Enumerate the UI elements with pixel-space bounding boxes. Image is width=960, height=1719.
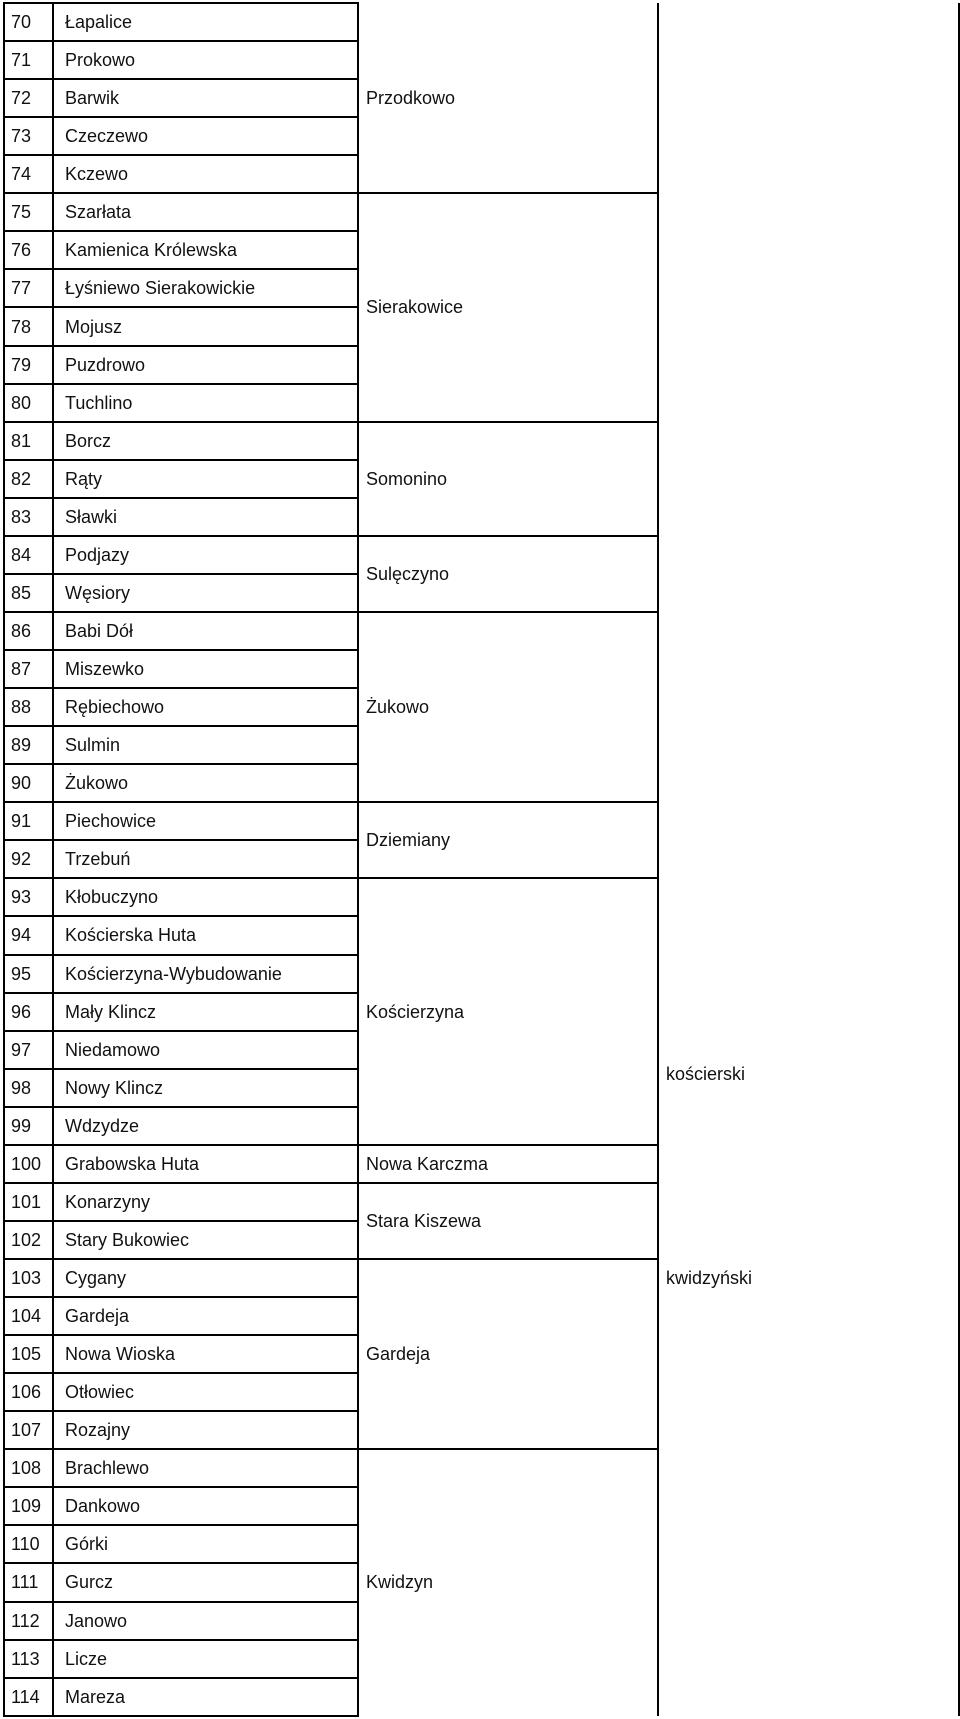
gmina-name: Kościerzyna <box>366 1001 465 1022</box>
row-border <box>357 192 657 194</box>
row-number: 103 <box>11 1268 42 1288</box>
village-name: Miszewko <box>65 659 145 680</box>
row-number: 94 <box>11 925 32 946</box>
row-border <box>3 535 359 537</box>
village-name: Mareza <box>65 1686 126 1707</box>
village-name: Licze <box>65 1648 108 1669</box>
row-border <box>3 497 359 499</box>
village-name: Nowa Wioska <box>65 1344 176 1365</box>
row-number: 100 <box>11 1153 42 1174</box>
village-name: Sulmin <box>65 735 121 756</box>
row-number: 110 <box>11 1534 40 1555</box>
powiat-name: kwidzyński <box>666 1268 753 1288</box>
powiat-name: kościerski <box>666 1063 746 1084</box>
village-name: Mojusz <box>65 316 123 337</box>
row-number: 73 <box>11 126 32 147</box>
village-name: Otłowiec <box>65 1382 135 1403</box>
row-border <box>3 1639 359 1641</box>
row-border <box>3 383 359 385</box>
row-number: 99 <box>11 1115 32 1136</box>
row-border <box>3 954 359 956</box>
row-border <box>3 763 359 765</box>
village-name: Babi Dół <box>65 620 134 641</box>
row-border <box>3 877 359 879</box>
row-border <box>3 1106 359 1108</box>
row-border <box>3 1410 359 1412</box>
row-number: 72 <box>11 88 32 109</box>
column-border <box>52 3 54 1716</box>
village-name: Sławki <box>65 506 118 527</box>
gmina-name: Somonino <box>366 468 448 489</box>
row-number: 81 <box>11 430 32 451</box>
row-border <box>357 1144 657 1146</box>
row-number: 90 <box>11 773 32 794</box>
row-number: 96 <box>11 1001 32 1022</box>
row-border <box>3 40 359 42</box>
row-border <box>3 1524 359 1526</box>
row-border <box>3 1715 359 1717</box>
row-number: 79 <box>11 354 32 375</box>
row-border <box>357 877 657 879</box>
row-number: 102 <box>11 1229 42 1250</box>
row-number: 104 <box>11 1306 42 1327</box>
row-border <box>3 1220 359 1222</box>
row-number: 107 <box>11 1420 42 1441</box>
gmina-name: Przodkowo <box>366 88 456 109</box>
village-name: Kłobuczyno <box>65 887 159 908</box>
row-border <box>3 421 359 423</box>
row-border <box>3 687 359 689</box>
row-number: 98 <box>11 1077 32 1098</box>
village-name: Kościerzyna-Wybudowanie <box>65 963 282 984</box>
village-name: Górki <box>65 1534 109 1555</box>
row-number: 105 <box>11 1344 42 1365</box>
row-border <box>3 116 359 118</box>
row-number: 77 <box>11 278 32 299</box>
village-name: Borcz <box>65 430 112 451</box>
row-number: 70 <box>11 12 32 33</box>
row-border <box>3 725 359 727</box>
row-border <box>3 801 359 803</box>
row-number: 85 <box>11 582 32 603</box>
row-border <box>3 459 359 461</box>
village-name: Żukowo <box>65 773 129 794</box>
row-border <box>3 230 359 232</box>
row-number: 75 <box>11 202 32 223</box>
row-border <box>3 268 359 270</box>
row-border <box>3 1486 359 1488</box>
village-name: Puzdrowo <box>65 354 146 375</box>
gmina-name: Stara Kiszewa <box>366 1210 482 1231</box>
village-name: Węsiory <box>65 582 131 603</box>
village-name: Tuchlino <box>65 392 133 413</box>
village-name: Cygany <box>65 1268 127 1288</box>
row-border <box>3 1601 359 1603</box>
row-number: 114 <box>11 1686 40 1707</box>
row-border <box>3 1677 359 1679</box>
gmina-name: Sulęczyno <box>366 563 450 584</box>
row-border <box>3 78 359 80</box>
row-border <box>357 1448 657 1450</box>
row-number: 89 <box>11 735 32 756</box>
row-number: 76 <box>11 240 32 261</box>
row-number: 101 <box>11 1191 42 1212</box>
row-border <box>3 611 359 613</box>
row-border <box>3 915 359 917</box>
row-border <box>3 2 359 4</box>
village-name: Barwik <box>65 88 120 109</box>
village-name: Łyśniewo Sierakowickie <box>65 278 256 299</box>
village-name: Łapalice <box>65 12 133 33</box>
village-name: Kościerska Huta <box>65 925 197 946</box>
column-border <box>357 3 359 1716</box>
gmina-name: Żukowo <box>366 697 430 718</box>
row-border <box>3 306 359 308</box>
row-border <box>3 1296 359 1298</box>
row-number: 87 <box>11 659 32 680</box>
village-name: Szarłata <box>65 202 132 223</box>
gmina-name: Gardeja <box>366 1344 431 1365</box>
village-name: Mały Klincz <box>65 1001 157 1022</box>
row-number: 109 <box>11 1496 42 1517</box>
village-name: Rębiechowo <box>65 697 165 718</box>
row-border <box>357 611 657 613</box>
row-border <box>357 801 657 803</box>
village-name: Janowo <box>65 1610 128 1631</box>
village-name: Czeczewo <box>65 126 149 147</box>
village-name: Podjazy <box>65 544 130 565</box>
row-border <box>357 421 657 423</box>
gmina-name: Sierakowice <box>366 297 464 318</box>
row-number: 106 <box>11 1382 42 1403</box>
row-number: 92 <box>11 849 32 870</box>
row-border <box>3 345 359 347</box>
village-name: Wdzydze <box>65 1115 140 1136</box>
village-name: Grabowska Huta <box>65 1153 200 1174</box>
column-border <box>3 3 5 1716</box>
village-name: Kczewo <box>65 164 129 185</box>
row-border <box>3 573 359 575</box>
row-number: 112 <box>11 1610 40 1631</box>
row-border <box>3 154 359 156</box>
row-number: 83 <box>11 506 32 527</box>
row-number: 71 <box>11 50 32 71</box>
row-number: 108 <box>11 1458 42 1479</box>
village-name: Gardeja <box>65 1306 130 1327</box>
row-border <box>3 1182 359 1184</box>
gmina-name: Kwidzyn <box>366 1572 434 1593</box>
row-number: 111 <box>11 1572 39 1593</box>
village-name: Piechowice <box>65 811 157 832</box>
village-name: Dankowo <box>65 1496 141 1517</box>
row-border <box>3 1144 359 1146</box>
row-border <box>3 649 359 651</box>
row-border <box>3 1448 359 1450</box>
row-number: 113 <box>11 1648 40 1669</box>
village-name: Nowy Klincz <box>65 1077 164 1098</box>
row-border <box>3 1068 359 1070</box>
gmina-name: Dziemiany <box>366 830 451 851</box>
row-number: 74 <box>11 164 32 185</box>
village-name: Rozajny <box>65 1420 131 1441</box>
row-border <box>3 1334 359 1336</box>
column-border <box>657 3 659 1716</box>
row-border <box>3 192 359 194</box>
row-number: 93 <box>11 887 32 908</box>
row-number: 95 <box>11 963 32 984</box>
row-number: 82 <box>11 468 32 489</box>
village-name: Stary Bukowiec <box>65 1229 190 1250</box>
row-border <box>3 1258 359 1260</box>
village-name: Prokowo <box>65 50 136 71</box>
row-number: 88 <box>11 697 32 718</box>
row-border <box>357 535 657 537</box>
village-name: Konarzyny <box>65 1191 151 1212</box>
row-number: 80 <box>11 392 32 413</box>
village-name: Trzebuń <box>65 849 131 870</box>
row-border <box>3 1030 359 1032</box>
row-border <box>3 1372 359 1374</box>
village-name: Rąty <box>65 468 103 489</box>
row-number: 78 <box>11 316 32 337</box>
row-border <box>357 1258 657 1260</box>
village-name: Gurcz <box>65 1572 114 1593</box>
row-number: 84 <box>11 544 32 565</box>
row-border <box>3 839 359 841</box>
row-border <box>3 992 359 994</box>
row-border <box>357 1182 657 1184</box>
row-number: 91 <box>11 811 32 832</box>
gmina-name: Nowa Karczma <box>366 1153 489 1174</box>
village-name: Niedamowo <box>65 1039 161 1060</box>
row-number: 86 <box>11 620 32 641</box>
village-name: Kamienica Królewska <box>65 240 238 261</box>
row-number: 97 <box>11 1039 32 1060</box>
row-border <box>3 1562 359 1564</box>
village-name: Brachlewo <box>65 1458 150 1479</box>
